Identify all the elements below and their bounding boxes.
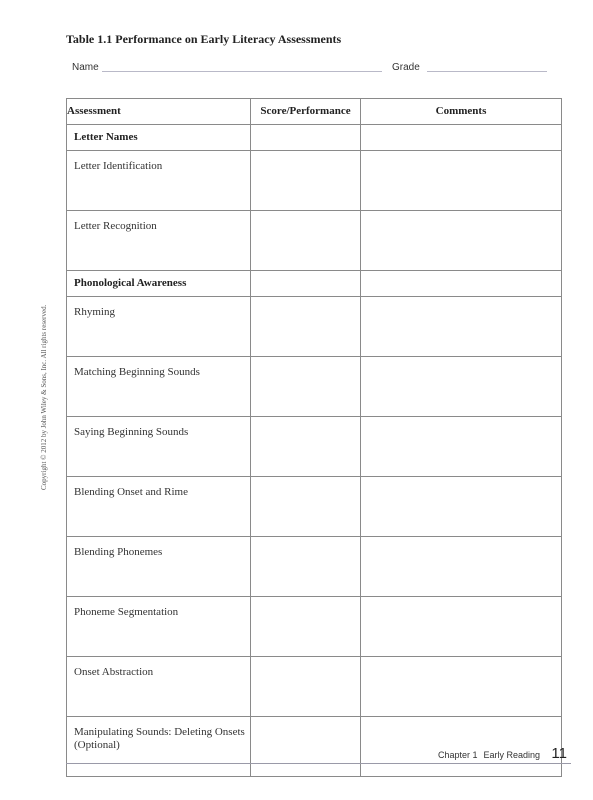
score-cell[interactable]	[251, 477, 361, 537]
page-number: 11	[551, 745, 567, 762]
grade-label: Grade	[392, 62, 420, 73]
name-blank-line[interactable]	[102, 71, 382, 72]
table-row	[67, 717, 562, 777]
footer-section: Early Reading	[483, 750, 540, 760]
assessment-table	[66, 98, 562, 777]
grade-blank-line[interactable]	[427, 71, 547, 72]
comments-cell[interactable]	[361, 357, 562, 417]
assessment-label: Onset Abstraction	[67, 657, 251, 717]
assessment-label: Phoneme Segmentation	[67, 597, 251, 657]
table-row	[67, 417, 562, 477]
score-cell[interactable]	[251, 211, 361, 271]
score-cell[interactable]	[251, 417, 361, 477]
score-cell[interactable]	[251, 717, 361, 777]
assessment-label: Letter Identification	[67, 151, 251, 211]
table-row	[67, 657, 562, 717]
score-cell[interactable]	[251, 151, 361, 211]
section-row	[67, 125, 562, 151]
comments-cell[interactable]	[361, 125, 562, 151]
score-cell[interactable]	[251, 537, 361, 597]
comments-cell[interactable]	[361, 211, 562, 271]
section-row	[67, 271, 562, 297]
column-header-score: Score/Performance	[251, 99, 361, 125]
score-cell[interactable]	[251, 657, 361, 717]
table-row	[67, 477, 562, 537]
assessment-label: Rhyming	[67, 297, 251, 357]
column-header-assessment: Assessment	[67, 99, 251, 125]
comments-cell[interactable]	[361, 537, 562, 597]
score-cell[interactable]	[251, 297, 361, 357]
section-label: Phonological Awareness	[67, 271, 251, 297]
comments-cell[interactable]	[361, 151, 562, 211]
section-label: Letter Names	[67, 125, 251, 151]
footer-running-head	[438, 750, 540, 760]
table-row	[67, 537, 562, 597]
name-label: Name	[72, 62, 99, 73]
score-cell[interactable]	[251, 125, 361, 151]
table-row	[67, 151, 562, 211]
assessment-label: Blending Phonemes	[67, 537, 251, 597]
column-header-comments: Comments	[361, 99, 562, 125]
table-row	[67, 357, 562, 417]
footer-divider	[66, 763, 571, 764]
table-header-row	[67, 99, 562, 125]
comments-cell[interactable]	[361, 717, 562, 777]
comments-cell[interactable]	[361, 271, 562, 297]
assessment-label: Blending Onset and Rime	[67, 477, 251, 537]
assessment-label: Letter Recognition	[67, 211, 251, 271]
table-row	[67, 597, 562, 657]
comments-cell[interactable]	[361, 597, 562, 657]
score-cell[interactable]	[251, 597, 361, 657]
score-cell[interactable]	[251, 357, 361, 417]
comments-cell[interactable]	[361, 657, 562, 717]
footer-chapter: Chapter 1	[437, 750, 478, 760]
comments-cell[interactable]	[361, 477, 562, 537]
table-title: Table 1.1 Performance on Early Literacy Assessments	[66, 32, 342, 46]
assessment-label: Matching Beginning Sounds	[67, 357, 251, 417]
table-row	[67, 211, 562, 271]
table-row	[67, 297, 562, 357]
comments-cell[interactable]	[361, 297, 562, 357]
comments-cell[interactable]	[361, 417, 562, 477]
assessment-label: Manipulating Sounds: Deleting Onsets (Optional)	[67, 717, 251, 777]
assessment-label: Saying Beginning Sounds	[67, 417, 251, 477]
copyright-text: Copyright © 2012 by John Wiley & Sons, Inc. All rights reserved.	[40, 304, 48, 490]
score-cell[interactable]	[251, 271, 361, 297]
